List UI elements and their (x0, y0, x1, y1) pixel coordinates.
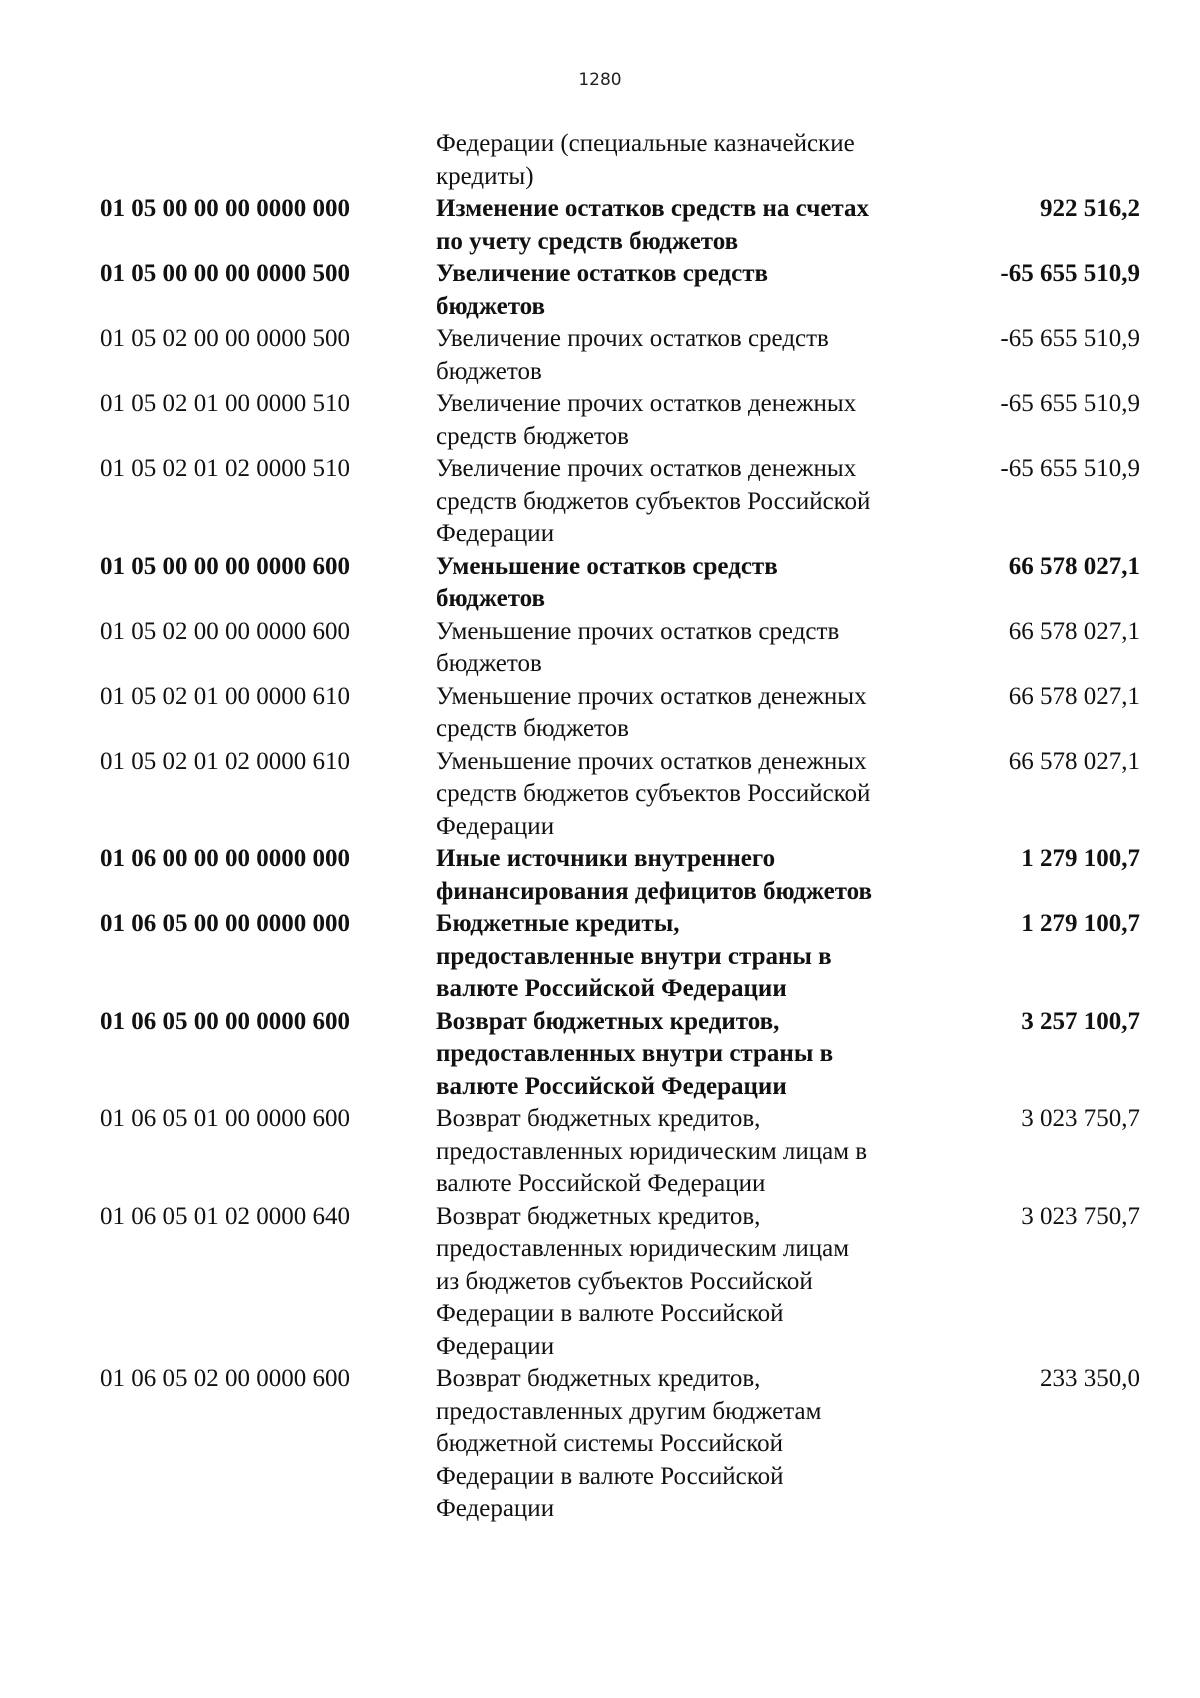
row-description: Увеличение прочих остатков средств бюджетов (436, 325, 829, 385)
row-amount: -65 655 510,9 (1000, 390, 1140, 417)
table-row (100, 843, 1140, 908)
table-row (100, 1006, 1140, 1104)
table-row (100, 128, 1140, 193)
row-description: Возврат бюджетных кредитов, предоставленных другим бюджетам бюджетной системы Российской Федерации в валюте Российской Федерации (436, 1365, 822, 1522)
page-number: 1280 (578, 70, 622, 90)
row-description: Уменьшение прочих остатков денежных средств бюджетов субъектов Российской Федерации (436, 747, 871, 840)
budget-code: 01 05 02 01 02 0000 610 (100, 747, 350, 775)
budget-code: 01 05 02 01 00 0000 610 (100, 682, 350, 710)
budget-code: 01 06 05 01 02 0000 640 (100, 1202, 350, 1230)
row-description: Возврат бюджетных кредитов, предоставленных юридическим лицам в валюте Российской Федерации (436, 1105, 868, 1197)
table-row (100, 908, 1140, 1006)
budget-code: 01 05 00 00 00 0000 600 (100, 552, 350, 580)
row-amount: -65 655 510,9 (1000, 260, 1140, 287)
table-row (100, 616, 1140, 681)
row-amount: 66 578 027,1 (1008, 747, 1140, 775)
row-description: Иные источники внутреннего финансирования дефицитов бюджетов (436, 845, 873, 905)
budget-code: 01 05 02 01 00 0000 510 (100, 390, 350, 417)
row-description: Уменьшение остатков средств бюджетов (436, 552, 778, 612)
budget-code: 01 05 00 00 00 0000 500 (100, 260, 350, 287)
budget-code: 01 05 02 00 00 0000 600 (100, 617, 350, 645)
table-row (100, 1103, 1140, 1201)
row-amount: 3 023 750,7 (1021, 1105, 1140, 1132)
budget-code: 01 06 05 00 00 0000 600 (100, 1007, 350, 1035)
table-row (100, 1363, 1140, 1526)
budget-sources-table (100, 128, 1140, 1526)
row-description: Изменение остатков средств на счетах по учету средств бюджетов (436, 195, 870, 255)
table-row (100, 746, 1140, 844)
table-row (100, 1201, 1140, 1364)
table-row (100, 388, 1140, 453)
row-amount: 66 578 027,1 (1008, 552, 1140, 580)
budget-code: 01 05 02 01 02 0000 510 (100, 455, 350, 482)
row-description: Уменьшение прочих остатков денежных средств бюджетов (436, 682, 867, 742)
row-amount: 1 279 100,7 (1021, 910, 1140, 937)
row-amount: 1 279 100,7 (1021, 845, 1140, 872)
row-description: Увеличение остатков средств бюджетов (436, 260, 768, 320)
table-row (100, 258, 1140, 323)
row-description: Увеличение прочих остатков денежных средств бюджетов субъектов Российской Федерации (436, 455, 871, 547)
row-amount: -65 655 510,9 (1000, 325, 1140, 352)
budget-code: 01 06 05 00 00 0000 000 (100, 910, 350, 937)
row-description: Возврат бюджетных кредитов, предоставленных юридическим лицам из бюджетов субъектов Российской Федерации в валюте Российской Федерации (436, 1202, 850, 1360)
row-description: Уменьшение прочих остатков средств бюджетов (436, 617, 840, 677)
row-description: Бюджетные кредиты, предоставленные внутри страны в валюте Российской Федерации (436, 910, 832, 1002)
table-row (100, 551, 1140, 616)
budget-code: 01 06 00 00 00 0000 000 (100, 845, 350, 872)
table-row (100, 453, 1140, 551)
table-row (100, 193, 1140, 258)
budget-code: 01 05 00 00 00 0000 000 (100, 195, 350, 222)
table-row (100, 323, 1140, 388)
budget-code: 01 06 05 02 00 0000 600 (100, 1365, 350, 1392)
table-row (100, 681, 1140, 746)
row-amount: 66 578 027,1 (1008, 617, 1140, 645)
budget-code: 01 05 02 00 00 0000 500 (100, 325, 350, 352)
row-amount: 66 578 027,1 (1008, 682, 1140, 710)
row-description: Федерации (специальные казначейские кредиты) (436, 130, 855, 190)
row-amount: 922 516,2 (1040, 195, 1140, 222)
row-description: Возврат бюджетных кредитов, предоставленных внутри страны в валюте Российской Федерации (436, 1007, 834, 1100)
row-amount: 3 257 100,7 (1021, 1007, 1140, 1035)
row-amount: -65 655 510,9 (1000, 455, 1140, 482)
budget-code: 01 06 05 01 00 0000 600 (100, 1105, 350, 1132)
row-amount: 233 350,0 (1040, 1365, 1140, 1392)
row-description: Увеличение прочих остатков денежных средств бюджетов (436, 390, 857, 450)
row-amount: 3 023 750,7 (1021, 1202, 1140, 1230)
